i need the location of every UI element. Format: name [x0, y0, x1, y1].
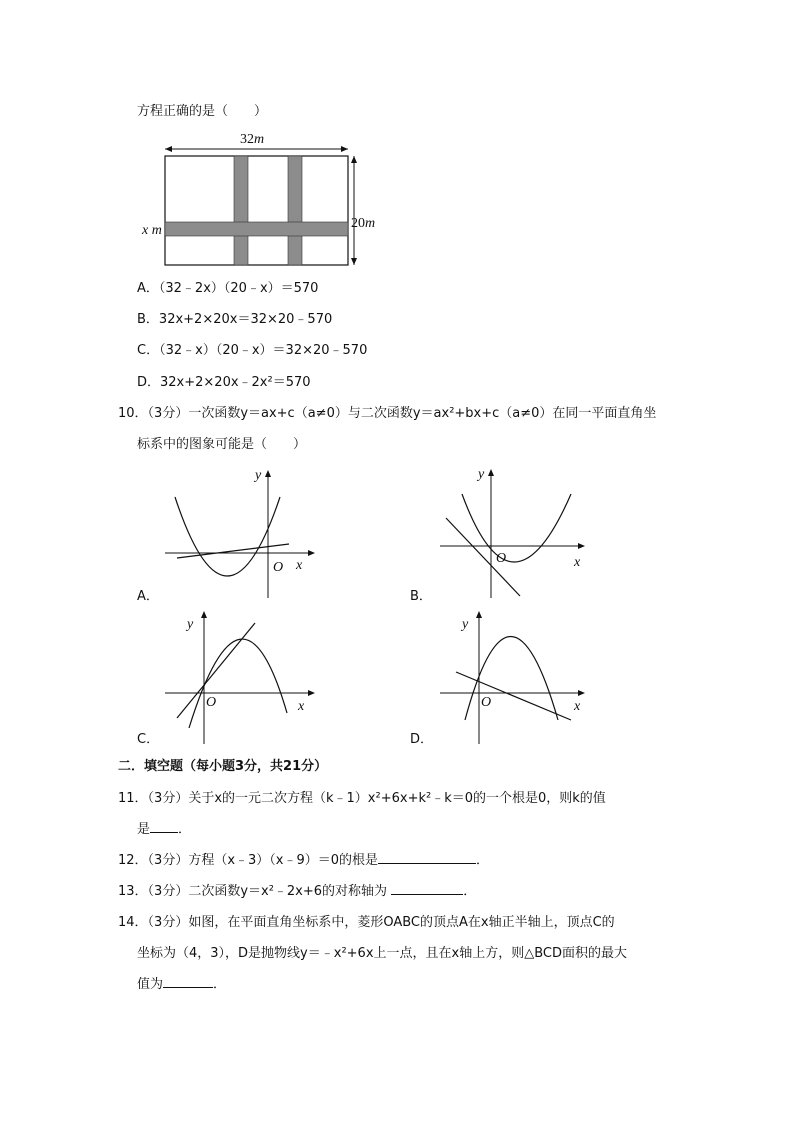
graph-b [410, 460, 600, 605]
graph-d-y-label: y [462, 617, 469, 632]
road-vertical-2 [288, 156, 302, 265]
graph-d-x-label: x [574, 699, 581, 714]
graph-a-x-label: x [296, 558, 303, 573]
graph-a-origin: O [273, 560, 284, 575]
graph-a-line [177, 544, 289, 558]
q11-line1: 11．（3分）关于x的一元二次方程（k﹣1）x²+6x+k²﹣k＝0的一个根是0，则k的值 [118, 791, 606, 806]
q11-line2: 是 ． [137, 822, 192, 837]
q9-option-a: A．（32﹣2x）（20﹣x）＝570 [137, 281, 319, 296]
graph-b-line [446, 518, 520, 596]
road-horizontal [165, 222, 348, 236]
graph-c-origin: O [206, 695, 217, 710]
graph-c-x-label: x [298, 699, 305, 714]
height-label: 20m [351, 216, 376, 231]
graph-a [137, 465, 327, 605]
q13-line: 13．（3分）二次函数y＝x²﹣2x+6的对称轴为 ． [118, 884, 477, 899]
graph-d [410, 608, 600, 750]
width-label: 32m [240, 132, 265, 147]
q14-answer-blank[interactable] [163, 975, 213, 988]
q11-answer-blank[interactable] [150, 820, 178, 833]
q9-option-c: C．（32﹣x）（20﹣x）＝32×20﹣570 [137, 343, 368, 358]
q9-stem-tail: 方程正确的是（ ） [137, 104, 268, 119]
graph-c-y-label: y [187, 617, 194, 632]
q14-line1: 14．（3分）如图，在平面直角坐标系中，菱形OABC的顶点A在x轴正半轴上，顶点C的 [118, 915, 615, 930]
graph-b-y-label: y [478, 467, 485, 482]
graph-c-label: C． [137, 732, 160, 747]
q9-option-d: D．32x+2×20x﹣2x²＝570 [137, 375, 311, 390]
graph-d-label: D． [410, 732, 434, 747]
q12-answer-blank[interactable] [378, 851, 476, 864]
graph-b-x-label: x [574, 555, 581, 570]
graph-b-label: B． [410, 589, 432, 604]
q14-line3: 值为 ． [137, 977, 227, 992]
graph-b-origin: O [496, 551, 507, 566]
q14-line2: 坐标为（4，3），D是抛物线y＝﹣x²+6x上一点，且在x轴上方，则△BCD面积的最大 [137, 946, 627, 961]
graph-a-label: A． [137, 589, 159, 604]
q13-answer-blank[interactable] [391, 882, 463, 895]
graph-d-line [456, 672, 571, 720]
graph-d-origin: O [481, 695, 492, 710]
graph-a-parabola [175, 497, 280, 576]
road-width-label: x m [142, 223, 162, 238]
q9-option-b: B．32x+2×20x＝32×20﹣570 [137, 312, 333, 327]
graph-a-y-label: y [255, 468, 262, 483]
graph-c [137, 608, 327, 750]
q10-line1: 10．（3分）一次函数y＝ax+c（a≠0）与二次函数y＝ax²+bx+c（a≠0）在同一平面直角坐 [118, 406, 657, 421]
field-rectangle [165, 156, 348, 265]
section-2-title: 二．填空题（每小题3分，共21分） [118, 759, 328, 774]
road-vertical-1 [234, 156, 248, 265]
q12-line: 12．（3分）方程（x﹣3）（x﹣9）＝0的根是 ． [118, 853, 490, 868]
q9-rectangle-figure [130, 130, 390, 270]
q10-line2: 标系中的图象可能是（ ） [137, 437, 307, 452]
